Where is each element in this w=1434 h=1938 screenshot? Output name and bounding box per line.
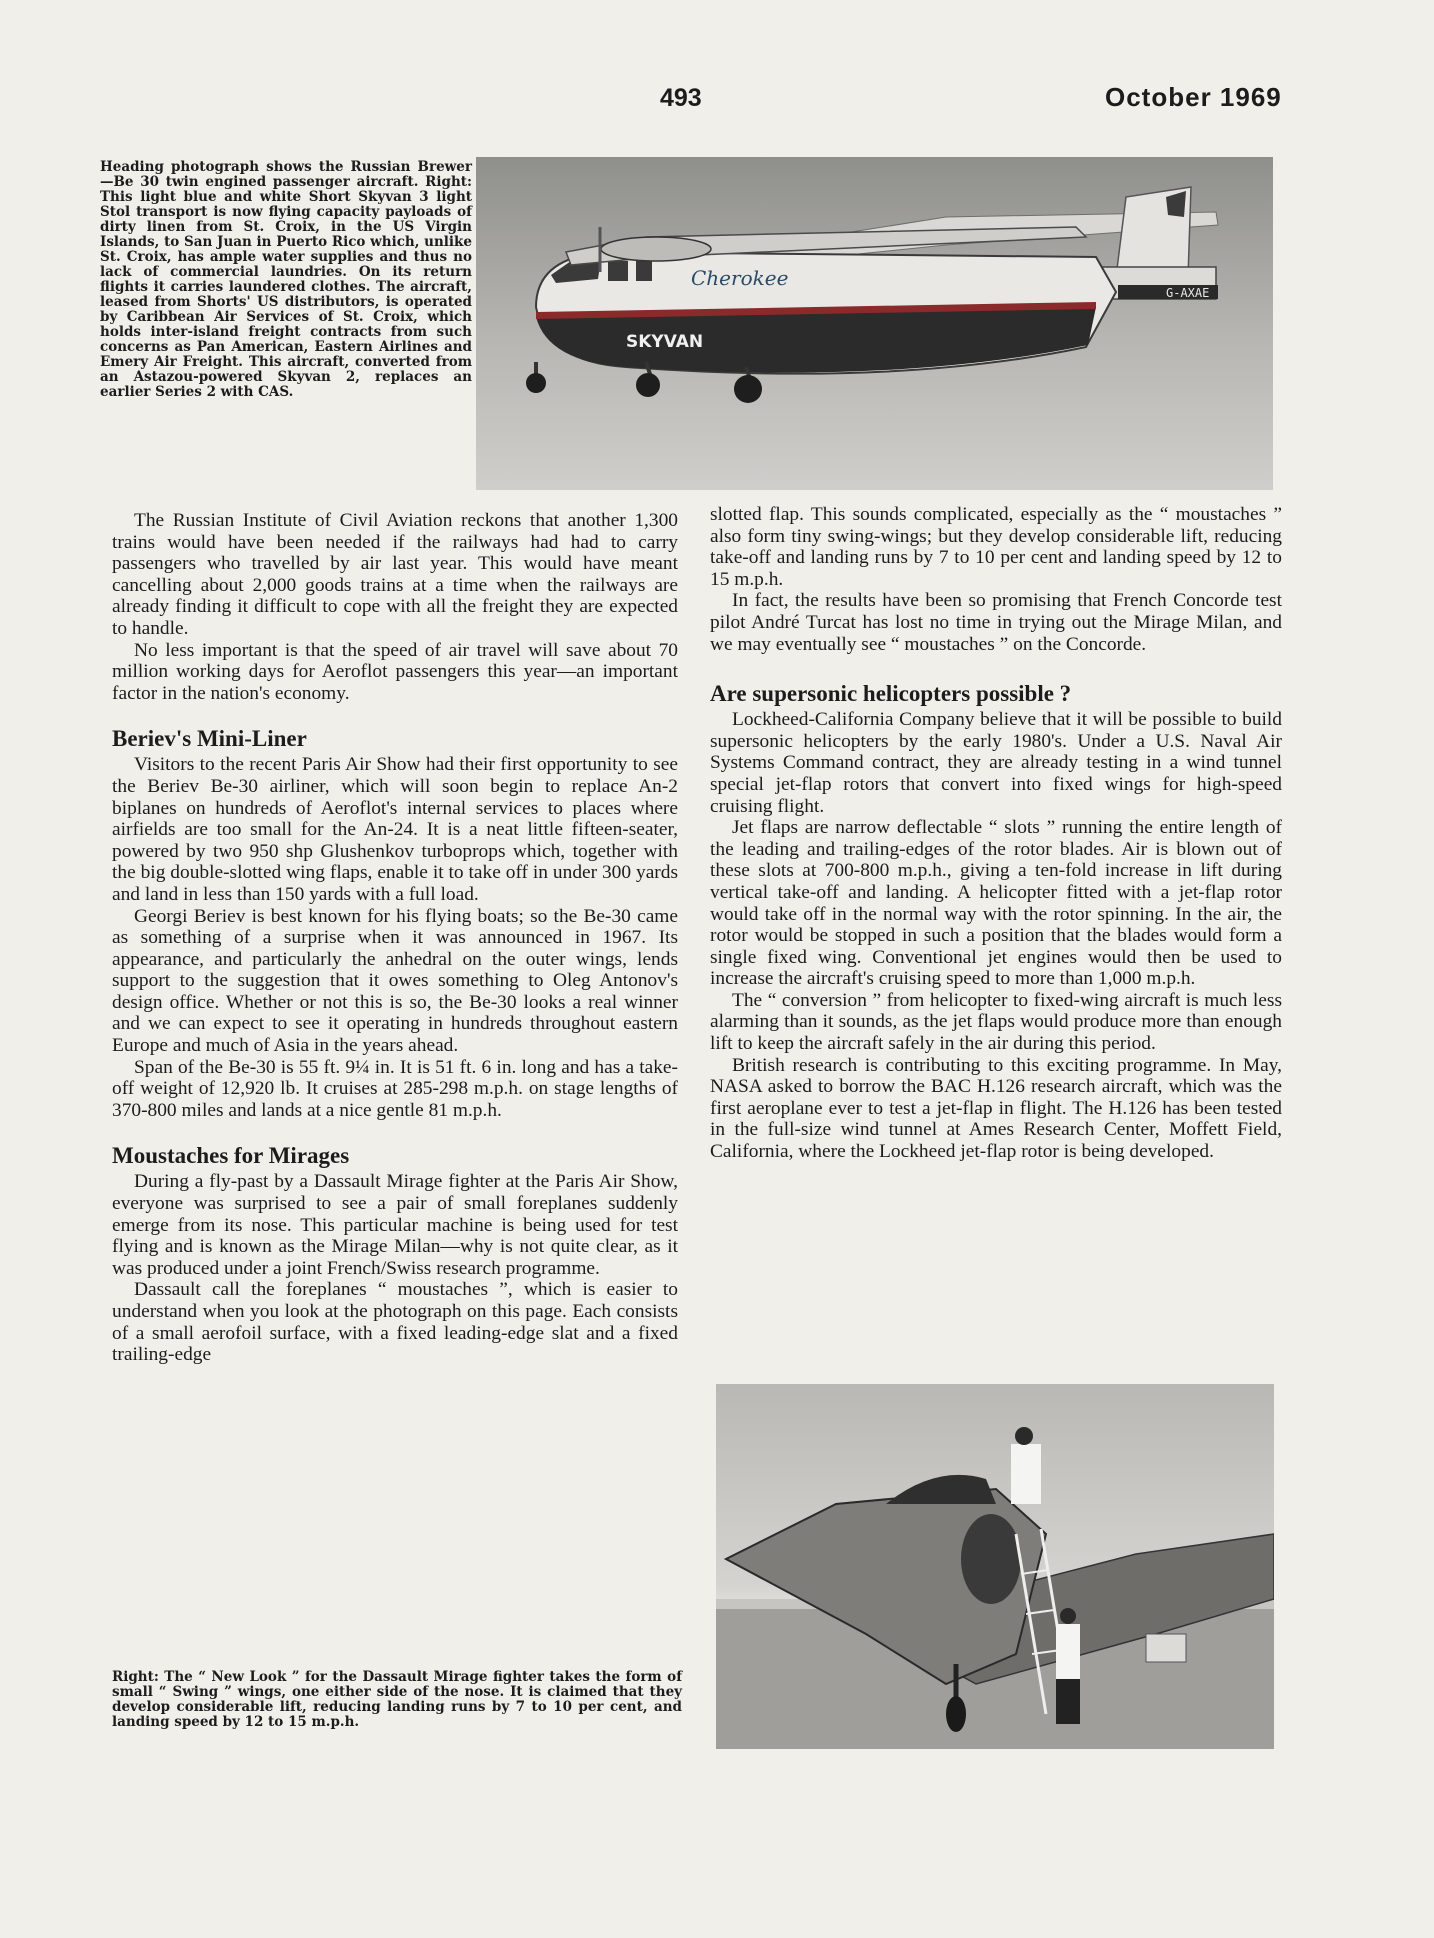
skyvan-photo-caption bbox=[100, 160, 472, 400]
page-number: 493 bbox=[660, 84, 702, 112]
mirage-photo bbox=[716, 1384, 1274, 1749]
skyvan-photo bbox=[476, 157, 1273, 490]
right-column bbox=[710, 504, 1282, 1163]
livery-text: SKYVAN bbox=[626, 332, 704, 352]
body-paragraph: During a fly-past by a Dassault Mirage fighter at the Paris Air Show, everyone was surprised to see a pair of small foreplanes suddenly emerge from its nose. This particular machine is being used for test flying and is known as the Mirage Milan—why is not quite clear, as it was produced under a joint French/Swiss research programme. bbox=[112, 1171, 678, 1279]
body-paragraph: Span of the Be-30 is 55 ft. 9¼ in. It is 51 ft. 6 in. long and has a take-off weight of 12,920 lb. It cruises at 285-298 m.p.h. on stage lengths of 370-800 miles and lands at a nice gentle 81 m.p.h. bbox=[112, 1056, 678, 1121]
section-heading-helicopters: Are supersonic helicopters possible ? bbox=[710, 681, 1072, 707]
caption-text: Right: The “ New Look ” for the Dassault Mirage fighter takes the form of small “ Swing ” wings, one either side of the nose. It is claimed that they develop considerable lift, reducing landing runs by 7 to 10 per cent, and landing speed by 12 to 15 m.p.h. bbox=[112, 1669, 682, 1730]
continuation-paragraph: slotted flap. This sounds complicated, especially as the “ moustaches ” also form tiny swing-wings; but they develop considerable lift, reducing take-off and landing runs by 7 to 10 per cent and landing speed by 12 to 15 m.p.h. bbox=[710, 504, 1282, 590]
section-heading-beriev: Beriev's Mini-Liner bbox=[112, 726, 307, 752]
left-column bbox=[112, 510, 678, 1366]
intro-paragraph: No less important is that the speed of air travel will save about 70 million working days for Aeroflot passengers this year—an important factor in the nation's economy. bbox=[112, 639, 678, 704]
body-paragraph: Lockheed-California Company believe that it will be possible to build supersonic helicopters by the early 1980's. Under a U.S. Naval Air Systems Command contract, they are already testing in a wind tunnel special jet-flap rotors that convert into fixed wings for high-speed cruising flight. bbox=[710, 709, 1282, 817]
body-paragraph: British research is contributing to this exciting programme. In May, NASA asked to borrow the BAC H.126 research aircraft, which was the first aeroplane ever to test a jet-flap in flight. The H.126 has been tested in the full-size wind tunnel at Ames Research Center, Moffett Field, California, where the Lockheed jet-flap rotor is being developed. bbox=[710, 1054, 1282, 1163]
body-paragraph: The “ conversion ” from helicopter to fixed-wing aircraft is much less alarming than it sounds, as the jet flaps would produce more than enough lift to keep the aircraft safely in the air during this period. bbox=[710, 989, 1282, 1055]
body-paragraph: Visitors to the recent Paris Air Show had their first opportunity to see the Beriev Be-30 airliner, which will soon begin to replace An-2 biplanes on hundreds of Aeroflot's internal services to places where airfields are too small for the An-24. It is a neat little fifteen-seater, powered by two 950 shp Glushenkov turboprops which, together with the big double-slotted wing flaps, enable it to take off in under 300 yards and land in less than 150 yards with a full load. bbox=[112, 754, 678, 905]
mirage-photo-caption bbox=[112, 1670, 682, 1730]
fuselage-logo: Cherokee bbox=[691, 266, 789, 290]
continuation-paragraph: In fact, the results have been so promising that French Concorde test pilot André Turcat has lost no time in trying out the Mirage Milan, and we may eventually see “ moustaches ” on the Concorde. bbox=[710, 590, 1282, 655]
body-paragraph: Dassault call the foreplanes “ moustaches ”, which is easier to understand when you look at the photograph on this page. Each consists of a small aerofoil surface, with a fixed leading-edge slat and a fixed trailing-edge bbox=[112, 1279, 678, 1366]
section-heading-mirages: Moustaches for Mirages bbox=[112, 1143, 350, 1169]
caption-text: Heading photograph shows the Russian Brewer—Be 30 twin engined passenger aircraft. Right: This light blue and white Short Skyvan 3 light Stol transport is now flying capacity payloads of dirty linen from St. Croix, in the US Virgin Islands, to San Juan in Puerto Rico which, unlike St. Croix, has ample water supplies and thus no lack of commercial laundries. On its return flights it carries laundered clothes. The aircraft, leased from Shorts' US distributors, is operated by Caribbean Air Services of St. Croix, which holds inter-island freight contracts from such concerns as Pan American, Eastern Airlines and Emery Air Freight. This aircraft, converted from an Astazou-powered Skyvan 2, replaces an earlier Series 2 with CAS. bbox=[100, 159, 472, 400]
body-paragraph: Jet flaps are narrow deflectable “ slots ” running the entire length of the leading and trailing-edges of the rotor blades. Air is blown out of these slots at 700-800 m.p.h., giving a ten-fold increase in lift during vertical take-off and landing. A helicopter fitted with a jet-flap rotor would take off in the normal way with the rotor spinning. In the air, the rotor would be stopped in such a position that the blades would form a single fixed wing. Conventional jet engines would then be used to increase the aircraft's cruising speed to more than 1,000 m.p.h. bbox=[710, 817, 1282, 990]
intro-paragraph: The Russian Institute of Civil Aviation reckons that another 1,300 trains would have been needed if the railways had had to carry passengers who travelled by air last year. This would have meant cancelling about 2,000 goods trains at a time when the railways are already finding it difficult to cope with all the freight they are expected to handle. bbox=[112, 510, 678, 639]
tail-registration: G-AXAE bbox=[1166, 286, 1210, 300]
issue-date: October 1969 bbox=[1105, 82, 1282, 112]
body-paragraph: Georgi Beriev is best known for his flying boats; so the Be-30 came as something of a surprise when it was announced in 1967. Its appearance, and particularly the anhedral on the outer wings, lends support to the suggestion that it owes something to Oleg Antonov's design office. Whether or not this is so, the Be-30 looks a real winner and we can expect to see it operating in hundreds throughout eastern Europe and much of Asia in the years ahead. bbox=[112, 905, 678, 1057]
